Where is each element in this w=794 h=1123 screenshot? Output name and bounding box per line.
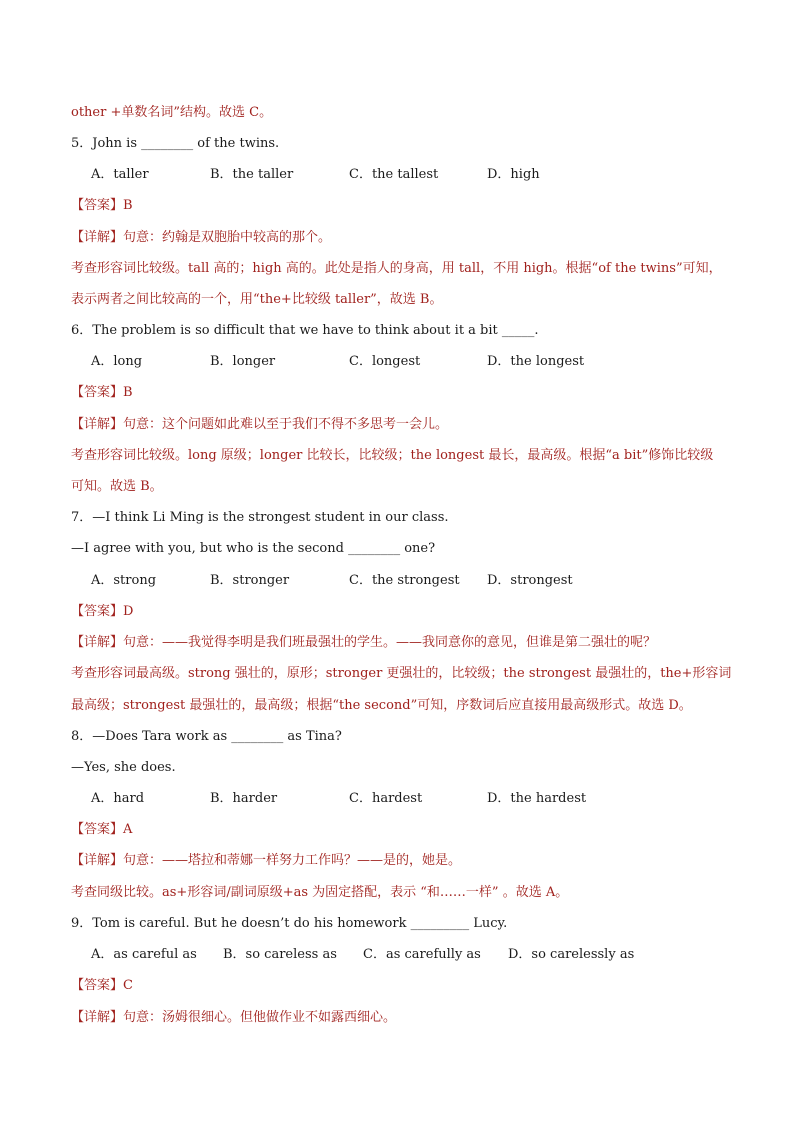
- option-c: C．as carefully as: [363, 947, 481, 962]
- previous-explanation-tail: other +单数名词”结构。故选 C。: [71, 105, 273, 120]
- answer-tag: 【答案】: [71, 198, 124, 213]
- option-d: D．the longest: [487, 354, 585, 369]
- detail-text: 句意：——我觉得李明是我们班最强壮的学生。——我同意你的意见，但谁是第二强壮的呢？: [123, 635, 657, 650]
- answer-tag: 【答案】: [71, 978, 124, 993]
- option-c: C．the strongest: [349, 573, 460, 588]
- detail-text: 句意：约翰是双胞胎中较高的那个。: [123, 230, 332, 245]
- option-b: B．the taller: [210, 167, 294, 182]
- answer-tag: 【答案】: [71, 604, 124, 619]
- question-6-detail: [71, 416, 448, 434]
- detail-text: 句意：——塔拉和蒂娜一样努力工作吗？——是的，她是。: [123, 853, 462, 868]
- question-8-answer: [71, 821, 132, 839]
- detail-text: 句意：这个问题如此难以至于我们不得不多思考一会儿。: [123, 417, 449, 432]
- question-8-detail: [71, 852, 461, 870]
- question-9-stem: 9．Tom is careful. But he doesn’t do his homework _________ Lucy.: [71, 916, 508, 931]
- option-c: C．hardest: [349, 791, 423, 806]
- detail-tag: 【详解】: [71, 635, 124, 650]
- question-7-detail-line: 考查形容词最高级。strong 强壮的，原形；stronger 更强壮的，比较级；the strongest 最强壮的，the+形容词: [71, 666, 732, 681]
- option-a: A．as careful as: [91, 947, 197, 962]
- question-8-stem: 8．—Does Tara work as ________ as Tina?: [71, 729, 342, 744]
- option-b: B．stronger: [210, 573, 290, 588]
- detail-tag: 【详解】: [71, 1010, 124, 1025]
- answer-value: D: [123, 604, 134, 619]
- detail-tag: 【详解】: [71, 853, 124, 868]
- option-d: D．high: [487, 167, 540, 182]
- question-7-detail-line: 最高级；strongest 最强壮的，最高级；根据“the second”可知，序数词后应直接用最高级形式。故选 D。: [71, 698, 692, 713]
- option-b: B．so careless as: [223, 947, 337, 962]
- answer-value: B: [123, 198, 133, 213]
- question-8-stem-reply: —Yes, she does.: [71, 760, 176, 775]
- option-d: D．strongest: [487, 573, 573, 588]
- option-d: D．the hardest: [487, 791, 587, 806]
- detail-text: 句意：汤姆很细心。但他做作业不如露西细心。: [123, 1010, 397, 1025]
- question-5-detail-line: 考查形容词比较级。tall 高的；high 高的。此处是指人的身高，用 tall，不用 high。根据“of the twins”可知，: [71, 261, 722, 276]
- question-8-detail-line: 考查同级比较。as+形容词/副词原级+as 为固定搭配，表示 “和……一样” 。故选 A。: [71, 885, 569, 900]
- question-9-detail: [71, 1009, 396, 1027]
- option-a: A．taller: [91, 167, 149, 182]
- option-c: C．longest: [349, 354, 421, 369]
- option-a: A．strong: [91, 573, 157, 588]
- answer-tag: 【答案】: [71, 385, 124, 400]
- question-6-detail-line: 考查形容词比较级。long 原级；longer 比较长，比较级；the longest 最长，最高级。根据“a bit”修饰比较级: [71, 448, 714, 463]
- question-6-stem: 6．The problem is so difficult that we have to think about it a bit _____.: [71, 323, 539, 338]
- question-7-answer: [71, 603, 133, 621]
- option-c: C．the tallest: [349, 167, 439, 182]
- question-7-stem: 7．—I think Li Ming is the strongest student in our class.: [71, 510, 449, 525]
- answer-value: C: [123, 978, 133, 993]
- question-6-detail-line: 可知。故选 B。: [71, 479, 163, 494]
- answer-value: B: [123, 385, 133, 400]
- question-5-detail-line: 表示两者之间比较高的一个，用“the+比较级 taller”，故选 B。: [71, 292, 443, 307]
- detail-tag: 【详解】: [71, 230, 124, 245]
- question-5-answer: [71, 197, 133, 215]
- detail-tag: 【详解】: [71, 417, 124, 432]
- question-6-answer: [71, 384, 133, 402]
- question-5-stem: 5．John is ________ of the twins.: [71, 136, 280, 151]
- question-7-stem-reply: —I agree with you, but who is the second ________ one?: [71, 541, 436, 556]
- question-9-answer: [71, 977, 133, 995]
- option-d: D．so carelessly as: [508, 947, 635, 962]
- option-b: B．harder: [210, 791, 278, 806]
- option-a: A．long: [91, 354, 143, 369]
- option-a: A．hard: [91, 791, 145, 806]
- answer-value: A: [123, 822, 133, 837]
- question-5-detail: [71, 229, 331, 247]
- option-b: B．longer: [210, 354, 276, 369]
- answer-tag: 【答案】: [71, 822, 124, 837]
- question-7-detail: [71, 634, 656, 652]
